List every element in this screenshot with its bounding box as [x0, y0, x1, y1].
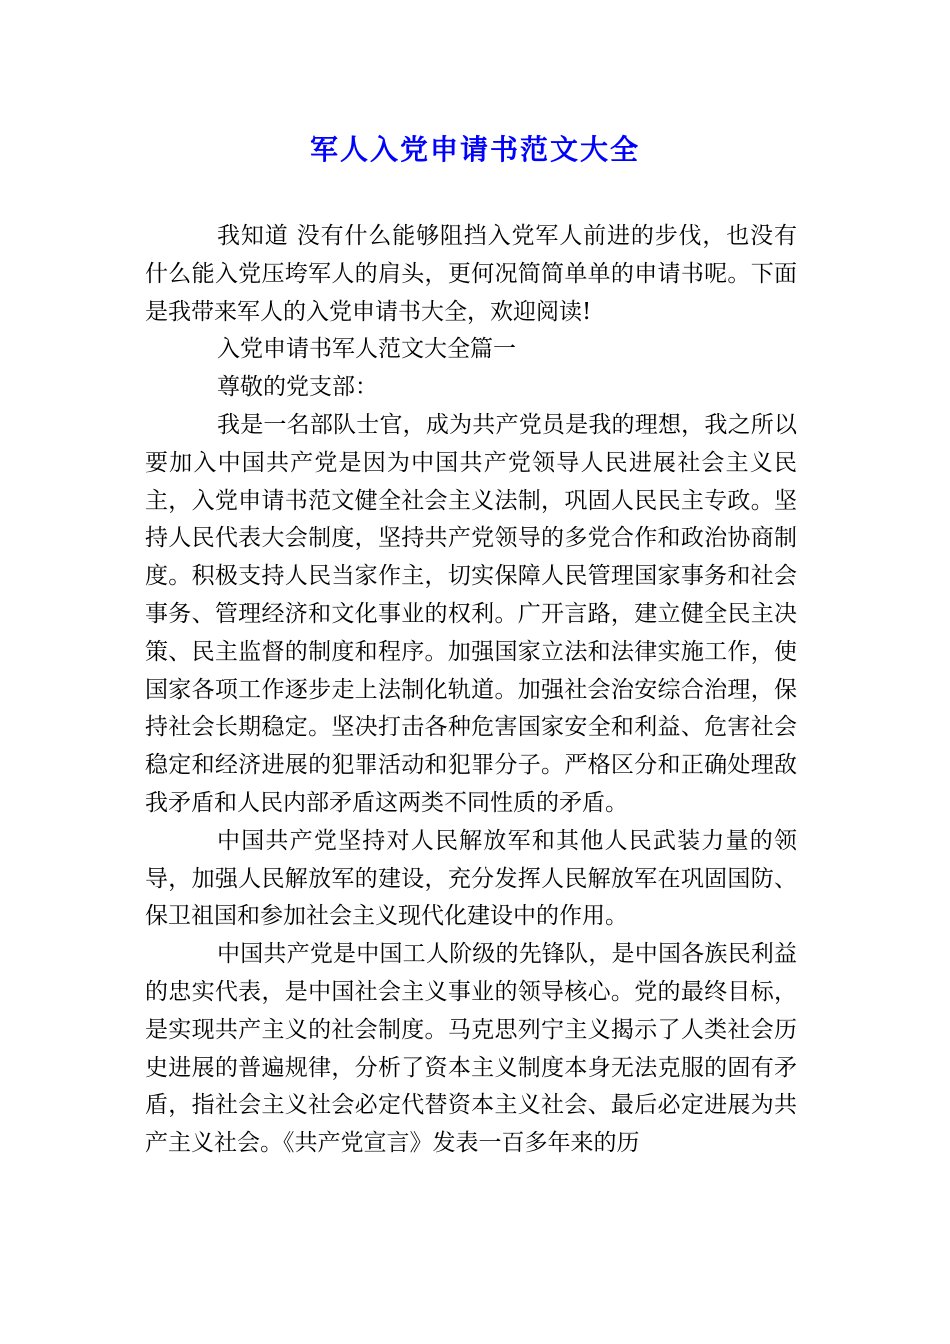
paragraph-body-2: 中国共产党坚持对人民解放军和其他人民武装力量的领导，加强人民解放军的建设，充分发挥人民解放军在巩固国防、保卫祖国和参加社会主义现代化建设中的作用。 [145, 827, 797, 930]
paragraph-body-3: 中国共产党是中国工人阶级的先锋队，是中国各族民利益的忠实代表，是中国社会主义事业的领导核心。党的最终目标，是实现共产主义的社会制度。马克思列宁主义揭示了人类社会历史进展的普遍规律，分析了资本主义制度本身无法克服的固有矛盾，指社会主义社会必定代替资本主义社会、最后必定进展为共产主义社会。《共产党宣言》发表一百多年来的历 [145, 941, 797, 1157]
paragraph-intro: 我知道 没有什么能够阻挡入党军人前进的步伐，也没有什么能入党压垮军人的肩头，更何况简简单单的申请书呢。下面是我带来军人的入党申请书大全，欢迎阅读! [145, 223, 797, 325]
paragraph-salutation: 尊敬的党支部： [217, 374, 378, 401]
paragraph-section-heading: 入党申请书军人范文大全篇一 [217, 336, 516, 363]
document-body [145, 218, 797, 1163]
document-title: 军人入党申请书范文大全 [309, 133, 640, 166]
paragraph-body-1: 我是一名部队士官，成为共产党员是我的理想，我之所以要加入中国共产党是因为中国共产党领导人民进展社会主义民主，入党申请书范文健全社会主义法制，巩固人民民主专政。坚持人民代表大会制度，坚持共产党领导的多党合作和政治协商制度。积极支持人民当家作主，切实保障人民管理国家事务和社会事务、管理经济和文化事业的权利。广开言路，建立健全民主决策、民主监督的制度和程序。加强国家立法和法律实施工作，使国家各项工作逐步走上法制化轨道。加强社会治安综合治理，保持社会长期稳定。坚决打击各种危害国家安全和利益、危害社会稳定和经济进展的犯罪活动和犯罪分子。严格区分和正确处理敌我矛盾和人民内部矛盾这两类不同性质的矛盾。 [145, 411, 797, 816]
